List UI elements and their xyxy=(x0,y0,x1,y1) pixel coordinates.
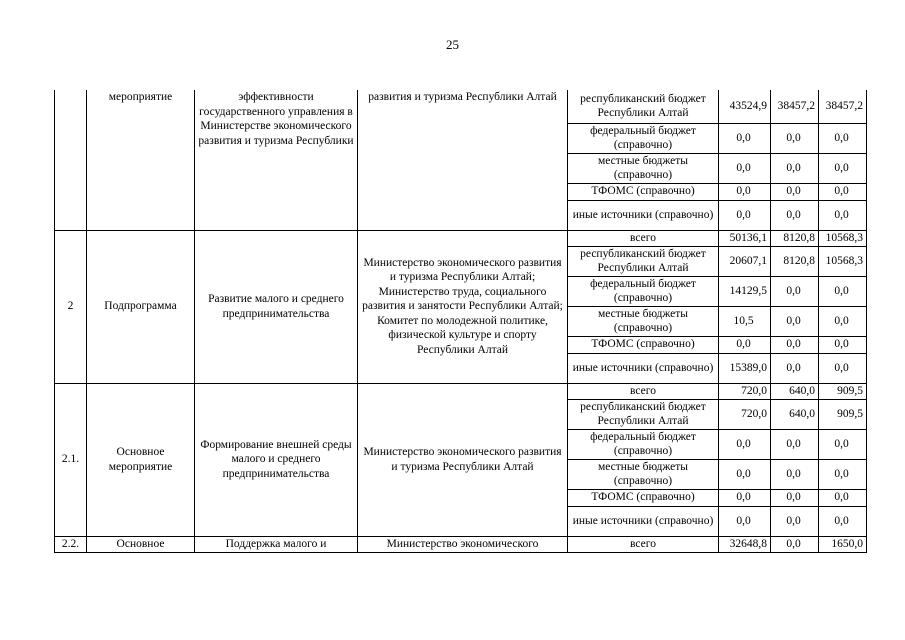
value-year3: 0,0 xyxy=(819,276,867,306)
value-year3: 909,5 xyxy=(819,383,867,399)
value-year3: 0,0 xyxy=(819,123,867,153)
value-year1: 0,0 xyxy=(719,429,771,459)
funding-source: республиканский бюджет Республики Алтай xyxy=(568,90,719,123)
funding-source: иные источники (справочно) xyxy=(568,200,719,230)
row-executor-cell: Министерство экономического развития и туризма Республики Алтай xyxy=(358,383,568,536)
row-type-cell: Основное мероприятие xyxy=(87,383,195,536)
value-year2: 8120,8 xyxy=(771,246,819,276)
funding-source: республиканский бюджет Республики Алтай xyxy=(568,246,719,276)
row-executor-cell: Министерство экономического xyxy=(358,536,568,552)
value-year1: 15389,0 xyxy=(719,353,771,383)
funding-source: местные бюджеты (справочно) xyxy=(568,153,719,183)
value-year1: 20607,1 xyxy=(719,246,771,276)
funding-source: республиканский бюджет Республики Алтай xyxy=(568,399,719,429)
value-year3: 1650,0 xyxy=(819,536,867,552)
value-year1: 0,0 xyxy=(719,336,771,353)
value-year3: 0,0 xyxy=(819,489,867,506)
funding-source: ТФОМС (справочно) xyxy=(568,336,719,353)
funding-source: всего xyxy=(568,230,719,246)
value-year3: 0,0 xyxy=(819,429,867,459)
value-year1: 0,0 xyxy=(719,506,771,536)
value-year2: 0,0 xyxy=(771,429,819,459)
page-number: 25 xyxy=(446,37,459,52)
row-number-cell xyxy=(55,90,87,230)
row-executor-cell: Министерство экономического развития и туризма Республики Алтай; Министерство труда, социального развития и занятости Республики Алтай; Комитет по молодежной политике, физической культуре и спорту Республики Алтай xyxy=(358,230,568,383)
row-type-cell: мероприятие xyxy=(87,90,195,230)
value-year3: 10568,3 xyxy=(819,246,867,276)
value-year3: 0,0 xyxy=(819,459,867,489)
value-year1: 0,0 xyxy=(719,123,771,153)
value-year1: 50136,1 xyxy=(719,230,771,246)
row-number-cell: 2 xyxy=(55,230,87,383)
value-year1: 0,0 xyxy=(719,489,771,506)
row-type-cell: Подпрограмма xyxy=(87,230,195,383)
row-name-cell: эффективности государственного управления в Министерстве экономического развития и туризма Республики xyxy=(195,90,358,230)
funding-source: всего xyxy=(568,536,719,552)
table-row xyxy=(55,383,867,399)
value-year1: 720,0 xyxy=(719,383,771,399)
value-year3: 0,0 xyxy=(819,506,867,536)
value-year3: 0,0 xyxy=(819,306,867,336)
funding-source: иные источники (справочно) xyxy=(568,506,719,536)
value-year3: 0,0 xyxy=(819,200,867,230)
value-year3: 0,0 xyxy=(819,336,867,353)
value-year3: 0,0 xyxy=(819,353,867,383)
funding-source: федеральный бюджет (справочно) xyxy=(568,429,719,459)
value-year2: 0,0 xyxy=(771,489,819,506)
value-year2: 0,0 xyxy=(771,459,819,489)
row-number-cell: 2.1. xyxy=(55,383,87,536)
value-year2: 0,0 xyxy=(771,183,819,200)
funding-source: местные бюджеты (справочно) xyxy=(568,306,719,336)
funding-source: ТФОМС (справочно) xyxy=(568,183,719,200)
value-year1: 32648,8 xyxy=(719,536,771,552)
value-year1: 0,0 xyxy=(719,183,771,200)
value-year2: 0,0 xyxy=(771,353,819,383)
table-row xyxy=(55,230,867,246)
table-row xyxy=(55,90,867,123)
value-year1: 43524,9 xyxy=(719,90,771,123)
row-type-cell: Основное xyxy=(87,536,195,552)
value-year3: 0,0 xyxy=(819,183,867,200)
funding-source: местные бюджеты (справочно) xyxy=(568,459,719,489)
row-name-cell: Поддержка малого и xyxy=(195,536,358,552)
value-year2: 640,0 xyxy=(771,399,819,429)
value-year1: 14129,5 xyxy=(719,276,771,306)
funding-source: ТФОМС (справочно) xyxy=(568,489,719,506)
value-year1: 0,0 xyxy=(719,153,771,183)
value-year2: 8120,8 xyxy=(771,230,819,246)
value-year1: 10,5 xyxy=(719,306,771,336)
funding-source: всего xyxy=(568,383,719,399)
value-year2: 0,0 xyxy=(771,306,819,336)
value-year3: 10568,3 xyxy=(819,230,867,246)
value-year3: 0,0 xyxy=(819,153,867,183)
row-number-cell: 2.2. xyxy=(55,536,87,552)
funding-source: федеральный бюджет (справочно) xyxy=(568,123,719,153)
value-year2: 640,0 xyxy=(771,383,819,399)
value-year1: 720,0 xyxy=(719,399,771,429)
row-name-cell: Формирование внешней среды малого и среднего предпринимательства xyxy=(195,383,358,536)
value-year2: 0,0 xyxy=(771,153,819,183)
value-year1: 0,0 xyxy=(719,200,771,230)
funding-source: иные источники (справочно) xyxy=(568,353,719,383)
value-year2: 0,0 xyxy=(771,276,819,306)
value-year2: 0,0 xyxy=(771,336,819,353)
value-year2: 0,0 xyxy=(771,123,819,153)
value-year2: 0,0 xyxy=(771,506,819,536)
table-row xyxy=(55,536,867,552)
row-name-cell: Развитие малого и среднего предпринимательства xyxy=(195,230,358,383)
funding-source: федеральный бюджет (справочно) xyxy=(568,276,719,306)
value-year2: 0,0 xyxy=(771,200,819,230)
value-year2: 0,0 xyxy=(771,536,819,552)
value-year3: 38457,2 xyxy=(819,90,867,123)
budget-table xyxy=(54,90,867,553)
value-year3: 909,5 xyxy=(819,399,867,429)
value-year2: 38457,2 xyxy=(771,90,819,123)
value-year1: 0,0 xyxy=(719,459,771,489)
row-executor-cell: развития и туризма Республики Алтай xyxy=(358,90,568,230)
